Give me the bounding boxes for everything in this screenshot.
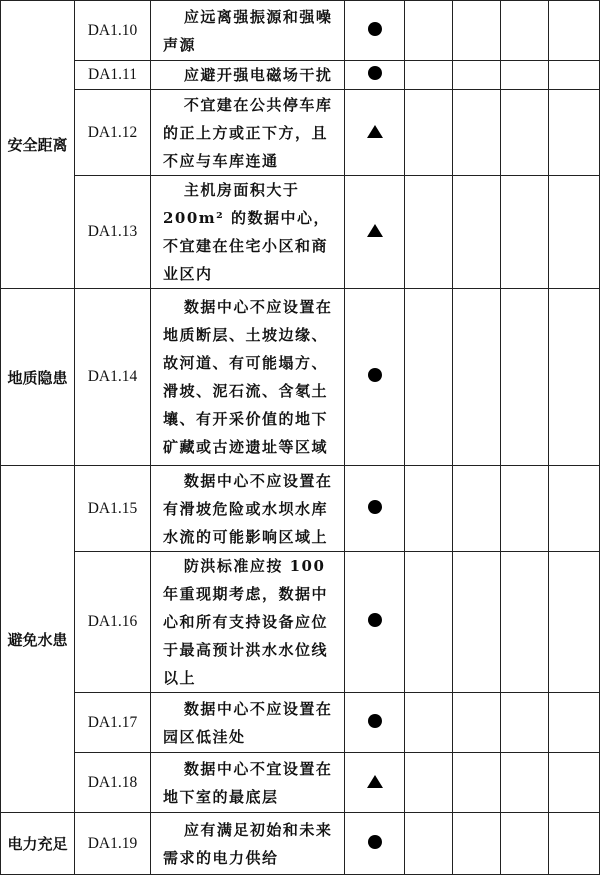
category-cell: 安全距离 <box>1 1 75 289</box>
triangle-icon <box>367 224 383 237</box>
code-cell: DA1.11 <box>75 61 151 90</box>
empty-cell <box>453 61 501 90</box>
code-cell: DA1.15 <box>75 466 151 552</box>
empty-cell <box>501 753 549 813</box>
filled-circle-icon <box>368 835 382 849</box>
level-cell <box>345 693 405 753</box>
code-cell: DA1.18 <box>75 753 151 813</box>
empty-cell <box>501 552 549 693</box>
empty-cell <box>405 466 453 552</box>
table-row <box>1 693 600 753</box>
requirement-cell: 数据中心不应设置在有滑坡危险或水坝水库水流的可能影响区域上 <box>151 466 345 552</box>
empty-cell <box>453 289 501 466</box>
requirement-cell: 数据中心不应设置在园区低洼处 <box>151 693 345 753</box>
code-cell: DA1.16 <box>75 552 151 693</box>
empty-cell <box>405 552 453 693</box>
filled-circle-icon <box>368 613 382 627</box>
level-cell <box>345 61 405 90</box>
table-row <box>1 61 600 90</box>
empty-cell <box>501 813 549 875</box>
empty-cell <box>453 693 501 753</box>
empty-cell <box>501 176 549 289</box>
table-row <box>1 552 600 693</box>
requirement-cell: 应远离强振源和强噪声源 <box>151 1 345 61</box>
level-cell <box>345 90 405 176</box>
requirement-cell: 应有满足初始和未来需求的电力供给 <box>151 813 345 875</box>
code-cell: DA1.17 <box>75 693 151 753</box>
level-cell <box>345 552 405 693</box>
table-row <box>1 90 600 176</box>
empty-cell <box>549 1 600 61</box>
level-cell <box>345 813 405 875</box>
empty-cell <box>549 813 600 875</box>
level-cell <box>345 289 405 466</box>
empty-cell <box>453 552 501 693</box>
table-row <box>1 1 600 61</box>
empty-cell <box>405 753 453 813</box>
category-cell: 避免水患 <box>1 466 75 813</box>
level-cell <box>345 1 405 61</box>
empty-cell <box>549 289 600 466</box>
triangle-icon <box>367 125 383 138</box>
requirement-cell: 主机房面积大于 200m² 的数据中心，不宜建在住宅小区和商业区内 <box>151 176 345 289</box>
table-row <box>1 466 600 552</box>
level-cell <box>345 753 405 813</box>
category-cell: 电力充足 <box>1 813 75 875</box>
filled-circle-icon <box>368 368 382 382</box>
empty-cell <box>549 753 600 813</box>
requirement-cell: 应避开强电磁场干扰 <box>151 61 345 90</box>
empty-cell <box>501 289 549 466</box>
empty-cell <box>453 466 501 552</box>
table-row <box>1 813 600 875</box>
empty-cell <box>549 552 600 693</box>
empty-cell <box>453 90 501 176</box>
table-row <box>1 289 600 466</box>
filled-circle-icon <box>368 500 382 514</box>
empty-cell <box>501 90 549 176</box>
empty-cell <box>501 466 549 552</box>
empty-cell <box>453 1 501 61</box>
empty-cell <box>405 90 453 176</box>
empty-cell <box>453 176 501 289</box>
empty-cell <box>405 176 453 289</box>
level-cell <box>345 176 405 289</box>
empty-cell <box>453 753 501 813</box>
empty-cell <box>405 693 453 753</box>
empty-cell <box>405 813 453 875</box>
empty-cell <box>501 693 549 753</box>
empty-cell <box>405 289 453 466</box>
table-row <box>1 753 600 813</box>
filled-circle-icon <box>368 714 382 728</box>
level-cell <box>345 466 405 552</box>
filled-circle-icon <box>368 66 382 80</box>
requirement-cell: 防洪标准应按 100 年重现期考虑，数据中心和所有支持设备应位于最高预计洪水水位线以上 <box>151 552 345 693</box>
empty-cell <box>501 61 549 90</box>
code-cell: DA1.10 <box>75 1 151 61</box>
requirement-cell: 数据中心不应设置在地质断层、土坡边缘、故河道、有可能塌方、滑坡、泥石流、含氡土壤、有开采价值的地下矿藏或古迹遗址等区域 <box>151 289 345 466</box>
code-cell: DA1.14 <box>75 289 151 466</box>
empty-cell <box>549 90 600 176</box>
empty-cell <box>549 693 600 753</box>
filled-circle-icon <box>368 22 382 36</box>
code-cell: DA1.19 <box>75 813 151 875</box>
empty-cell <box>453 813 501 875</box>
empty-cell <box>549 61 600 90</box>
table-row <box>1 176 600 289</box>
empty-cell <box>501 1 549 61</box>
empty-cell <box>549 176 600 289</box>
empty-cell <box>405 61 453 90</box>
triangle-icon <box>367 775 383 788</box>
empty-cell <box>405 1 453 61</box>
requirement-cell: 数据中心不宜设置在地下室的最底层 <box>151 753 345 813</box>
empty-cell <box>549 466 600 552</box>
code-cell: DA1.12 <box>75 90 151 176</box>
category-cell: 地质隐患 <box>1 289 75 466</box>
requirement-cell: 不宜建在公共停车库的正上方或正下方，且不应与车库连通 <box>151 90 345 176</box>
code-cell: DA1.13 <box>75 176 151 289</box>
